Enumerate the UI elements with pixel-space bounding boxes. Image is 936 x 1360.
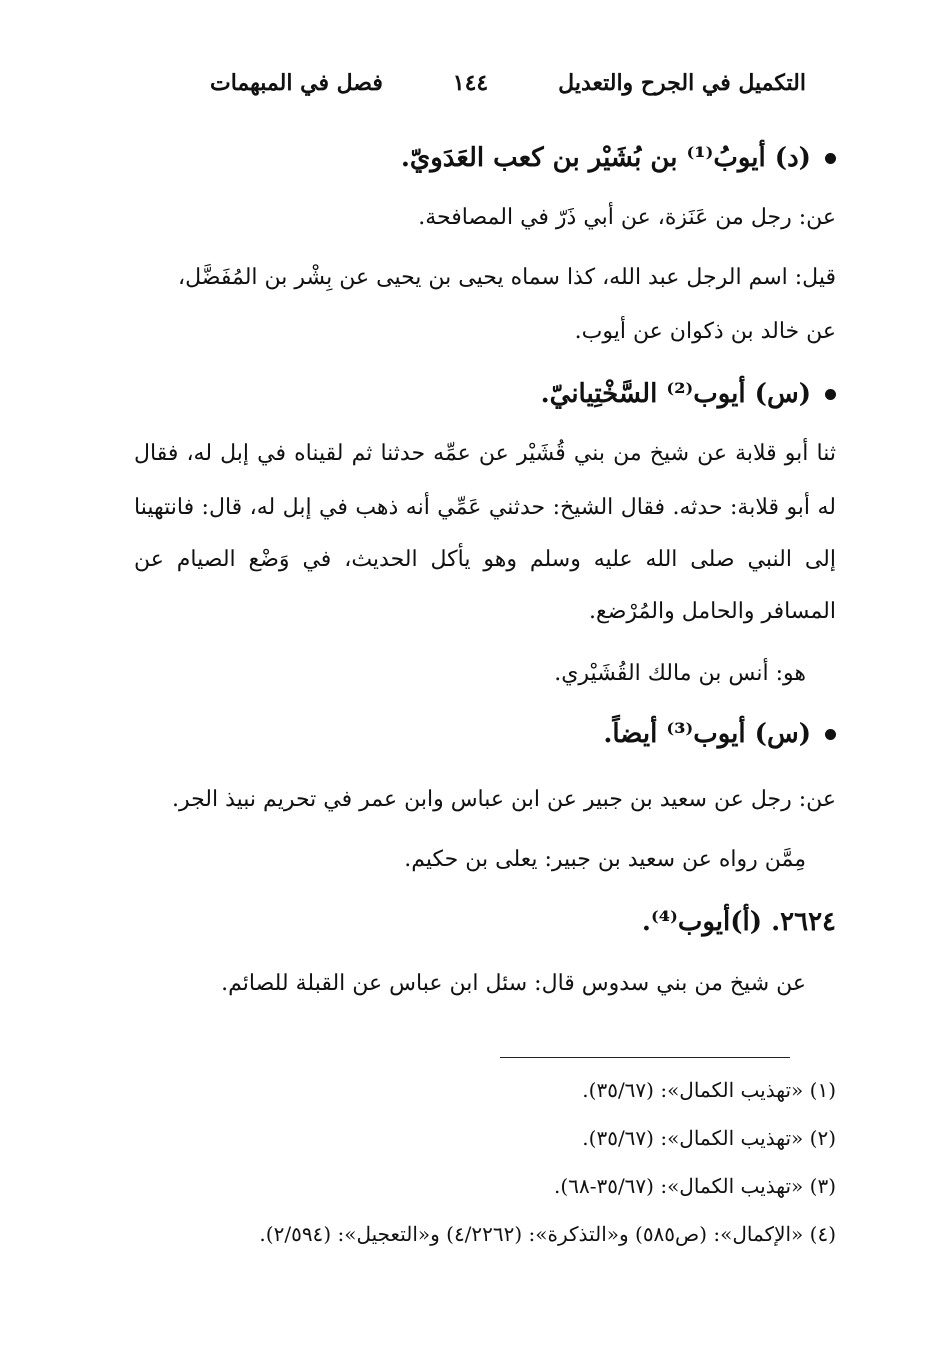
bullet-icon [825,389,836,400]
bullet-icon [825,153,836,164]
entry-heading [541,378,836,411]
entry-heading [603,718,836,751]
footnote: (١) «تهذيب الكمال»: (٣٥/٦٧). [582,1078,836,1102]
text-line: مِمَّن رواه عن سعيد بن جبير: يعلى بن حكيم. [404,847,806,872]
footnote: (٣) «تهذيب الكمال»: (٣٥/٦٧-٦٨). [554,1174,836,1198]
entry-heading [401,142,836,175]
text-line: عن: رجل عن سعيد بن جبير عن ابن عباس وابن عمر في تحريم نبيذ الجر. [171,787,836,812]
entry-heading-text: (س) أيوب⁽³⁾ أيضاً. [603,719,811,749]
footnote: (٢) «تهذيب الكمال»: (٣٥/٦٧). [582,1126,836,1150]
section-title: فصل في المبهمات [210,70,383,96]
footnote-separator [500,1057,790,1058]
entry-heading-text: (س) أيوب⁽²⁾ السَّخْتِيانيّ. [540,379,811,409]
book-title: التكميل في الجرح والتعديل [558,70,806,96]
text-line: عن خالد بن ذكوان عن أيوب. [574,319,836,344]
running-header [210,70,806,96]
entry-heading [642,906,836,939]
footnote: (٤) «الإكمال»: (ص٥٨٥) و«التذكرة»: (٤/٢٢٦٢) و«التعجيل»: (٢/٥٩٤). [259,1222,836,1246]
bullet-icon [825,729,836,740]
text-line: قيل: اسم الرجل عبد الله، كذا سماه يحيى بن يحيى عن بِشْر بن المُفَضَّل، [178,265,836,290]
text-line: عن شيخ من بني سدوس قال: سئل ابن عباس عن القبلة للصائم. [221,971,806,996]
text-line: عن: رجل من عَنَزة، عن أبي ذَرّ في المصافحة. [418,205,836,230]
text-line: ثنا أبو قلابة عن شيخ من بني قُشَيْر عن عمِّه حدثنا ثم لقيناه في إبل له، فقال [134,441,836,466]
entry-heading-text: (د) أيوبُ⁽¹⁾ بن بُشَيْر بن كعب العَدَويّ. [400,143,811,173]
text-line: هو: أنس بن مالك القُشَيْري. [554,661,806,686]
text-line: إلى النبي صلى الله عليه وسلم وهو يأكل الحديث، في وَضْع الصيام عن [134,547,836,572]
page-number: ١٤٤ [452,70,489,96]
entry-heading-text: ٢٦٢٤. (أ)أيوب⁽⁴⁾. [641,907,836,937]
text-line: المسافر والحامل والمُرْضع. [589,599,836,624]
text-line: له أبو قلابة: حدثه. فقال الشيخ: حدثني عَمِّي أنه ذهب في إبل له، قال: فانتهينا [134,495,836,520]
